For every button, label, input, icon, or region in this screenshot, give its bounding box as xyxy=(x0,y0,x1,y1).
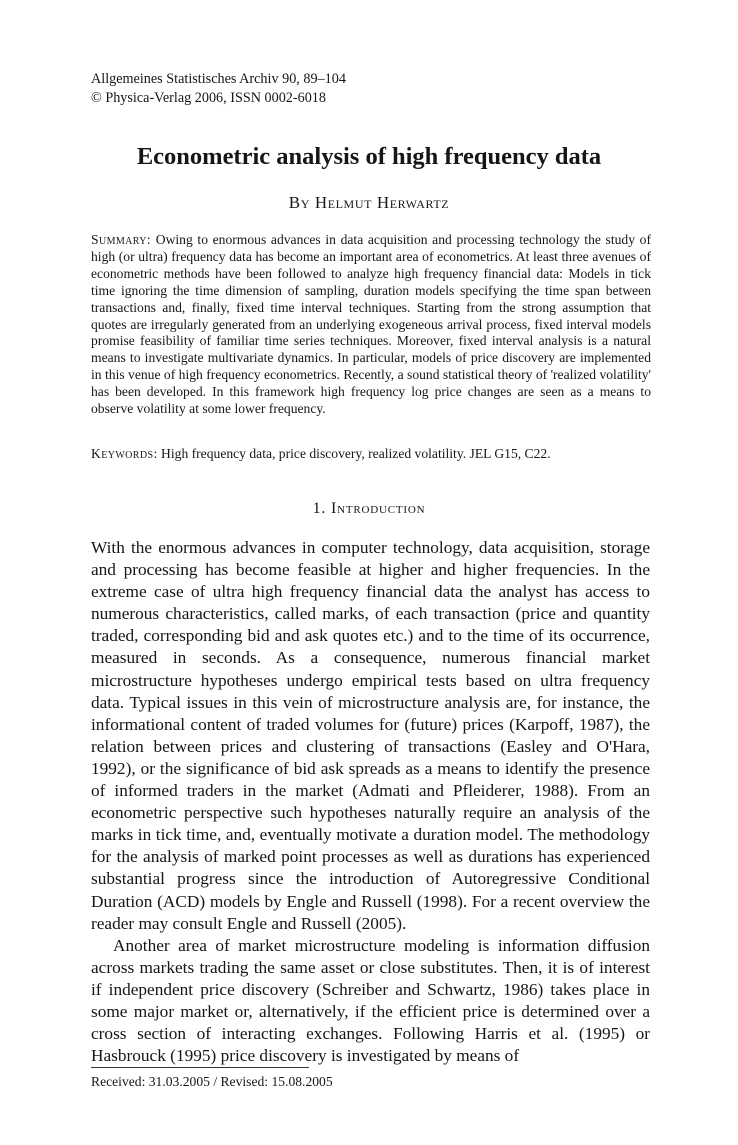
body-text xyxy=(91,537,650,1067)
keywords xyxy=(91,445,651,462)
keywords-text: High frequency data, price discovery, realized volatility. JEL G15, C22. xyxy=(161,446,551,461)
abstract xyxy=(91,232,651,418)
footnote-rule xyxy=(91,1067,309,1068)
author-name: By Helmut Herwartz xyxy=(288,193,450,212)
summary-label: Summary: xyxy=(91,232,152,247)
paragraph: With the enormous advances in computer technology, data acquisition, storage and processing has become feasible at higher and higher frequencies. In the extreme case of ultra high frequency financial data the analyst has access to numerous characteristics, called marks, of each transaction (price and quantity traded, corresponding bid and ask quotes etc.) and to the time of its occurrence, measured in seconds. As a consequence, numerous financial market microstructure hypotheses undergo empirical tests based on ultra frequency data. Typical issues in this vein of microstructure analysis are, for instance, the informational content of traded volumes for (future) prices (Karpoff, 1987), the relation between prices and clustering of transactions (Easley and O'Hara, 1992), or the significance of bid ask spreads as a means to identify the presence of informed traders in the market (Admati and Pfleiderer, 1988). From an econometric perspective such hypotheses naturally require an analysis of the marks in tick time, and, eventually motivate a duration model. The methodology for the analysis of marked point processes as well as durations has experienced substantial progress since the introduction of Autoregressive Conditional Duration (ACD) models by Engle and Russell (1998). For a recent overview the reader may consult Engle and Russell (2005). xyxy=(91,538,650,933)
author-line xyxy=(0,193,738,213)
received-date-footnote: Received: 31.03.2005 / Revised: 15.08.2005 xyxy=(91,1074,333,1089)
journal-line: Allgemeines Statistisches Archiv 90, 89–104 xyxy=(91,71,346,87)
paper-title: Econometric analysis of high frequency data xyxy=(136,143,602,170)
keywords-label: Keywords: xyxy=(91,446,158,461)
summary-text: Owing to enormous advances in data acquisition and processing technology the study of high (or ultra) frequency data has become an important area of econometrics. At least three avenues of econometric methods have been followed to analyze high frequency financial data: Models in tick time ignoring the time dimension of sampling, duration models specifying the time span between transactions and, finally, fixed time interval techniques. Starting from the strong assumption that quotes are irregularly generated from an underlying exogeneous arrival process, fixed interval models promise feasibility of familiar time series techniques. Moreover, fixed interval analysis is a natural means to investigate multivariate dynamics. In particular, models of price discovery are implemented in this venue of high frequency econometrics. Recently, a sound statistical theory of 'realized volatility' has been developed. In this framework high frequency log price changes are seen as a means to observe volatility at some lower frequency. xyxy=(91,232,651,417)
section-heading: 1. Introduction xyxy=(312,500,426,517)
journal-header xyxy=(91,70,346,108)
copyright-line: © Physica-Verlag 2006, ISSN 0002-6018 xyxy=(91,90,326,106)
paragraph: Another area of market microstructure modeling is information diffusion across markets trading the same asset or close substitutes. Then, it is of interest if independent price discovery (Schreiber and Schwartz, 1986) takes place in some major market or, alternatively, if the efficient price is determined over a cross section of interacting exchanges. Following Harris et al. (1995) or Hasbrouck (1995) price discovery is investigated by means of xyxy=(91,935,650,1066)
